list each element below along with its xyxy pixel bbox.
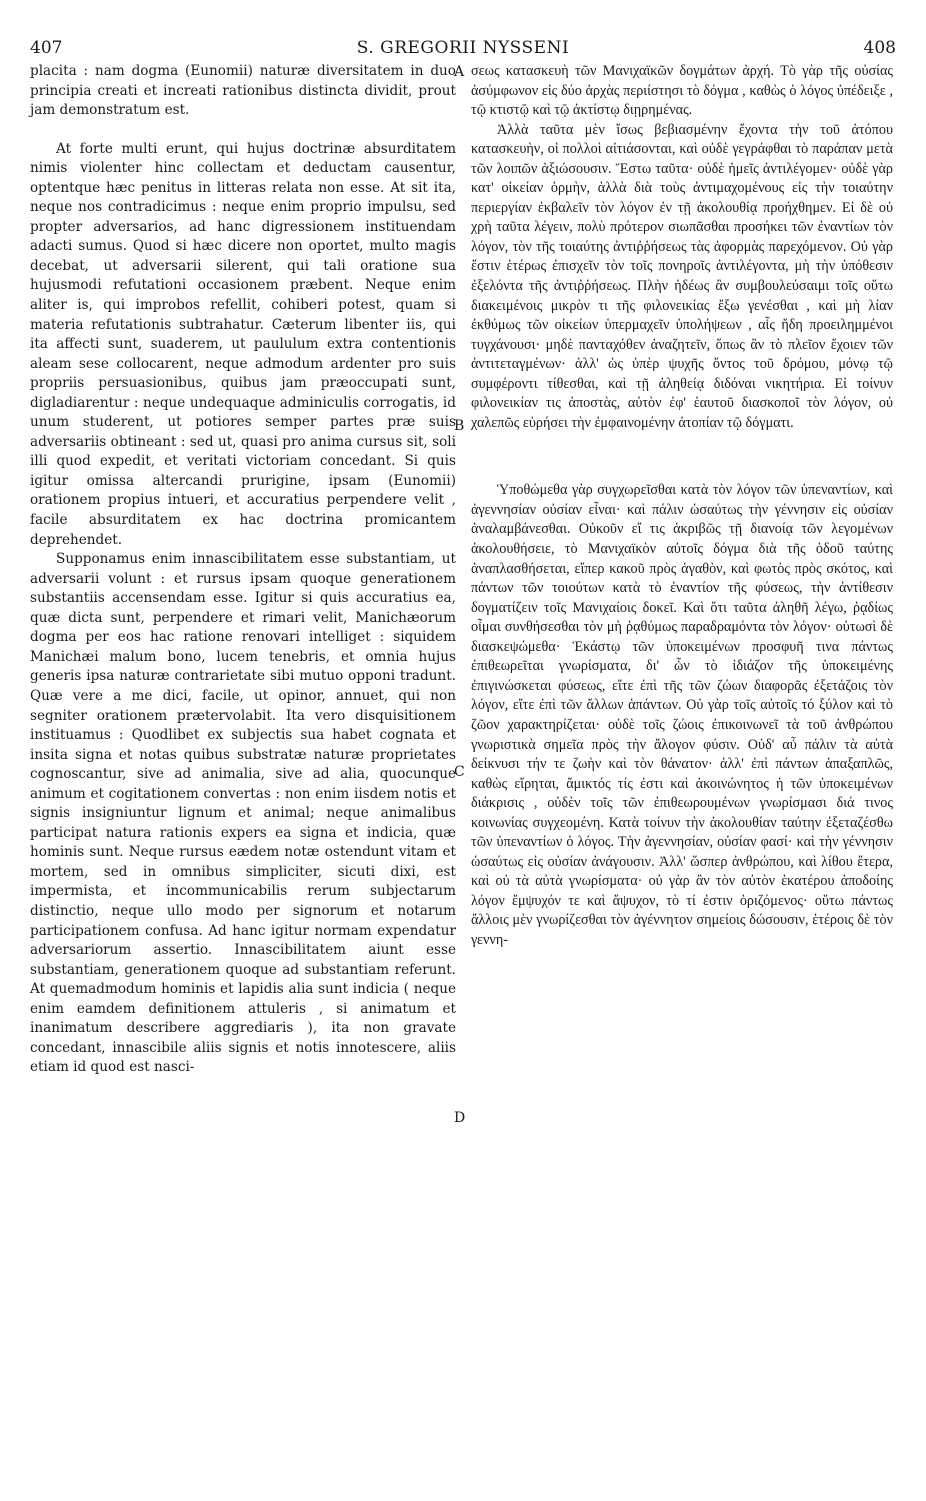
section-marker-c: C (454, 764, 465, 780)
greek-paragraph-1: σεως κατασκευὴ τῶν Μανιχαϊκῶν δογμάτων ἀρχή. Τὸ γὰρ τῆς οὐσίας ἀσύμφωνον εἰς δύο ἀρχὰς περιίστησι τὸ δόγμα , καθὼς ὁ λόγος ὑπέδειξε , τῷ κτιστῷ καὶ τῷ ἀκτίστῳ διῃρημένας. (471, 63, 893, 119)
greek-paragraph-2: Ἀλλὰ ταῦτα μὲν ἴσως βεβιασμένην ἔχοντα τὴν τοῦ ἀτόπου κατασκευὴν, οἱ πολλοὶ αἰτιάσονται, καὶ οὐδὲ γεγράφθαι τὸ παράπαν μετὰ τῶν λοιπῶν ἀξιώσουσιν. Ἔστω ταῦτα· οὐδὲ ἡμεῖς ἀντιλέγομεν· οὐδὲ γὰρ κατ' οἰκείαν ὁρμὴν, ἀλλὰ διὰ τοὺς ἀντιμαχομένους εἰς τὴν τοιαύτην περιεργίαν ἐκβαλεῖν τὸν λόγον ἐν τῇ ἀκολουθίᾳ προήχθημεν. Εἰ δὲ οὐ χρὴ ταῦτα λέγειν, πολὺ πρότερον σιωπᾶσθαι προσήκει τῶν ἐναντίων τὸν λόγον, τὸν τῆς τοιαύτης ἀντιῤῥήσεως τὰς ἀφορμὰς παρεχόμενον. Οὐ γὰρ ἔστιν ἑτέρως ἐπισχεῖν τὸν τοῖς πονηροῖς ἀντιλέγοντα, μὴ τὴν ὑπόθεσιν ἐξελόντα τῆς ἀντιῤῥήσεως. Πλὴν ἡδέως ἂν συμβουλεύσαιμι τοῖς οὕτω διακειμένοις μικρὸν τι τῆς φιλονεικίας ἔξω γενέσθαι , καὶ μὴ λίαν ἐκθύμως τῶν οἰκείων ὑπερμαχεῖν ὑπολήψεων , αἷς ἤδη προειλημμένοι τυγχάνουσι· μηδὲ πανταχόθεν ἀναζητεῖν, ὅπως ἂν τὸ πλεῖον ἔχοιεν τῶν ἀντιτεταγμένων· ἀλλ' ὡς ὑπὲρ ψυχῆς ὄντος τοῦ δρόμου, μόνῳ τῷ συμφέροντι τίθεσθαι, καὶ τῇ ἀληθείᾳ διδόναι νικητήρια. Εἰ τοίνυν φιλονεικίαν τις ἀποστὰς, αὐτὸν ἐφ' ἑαυτοῦ διασκοποῖ τὸν λόγον, οὐ χαλεπῶς εὑρήσει τὴν ἐμφαινομένην ἀτοπίαν τῷ δόγματι. (471, 121, 893, 431)
latin-paragraph-1: placita : nam dogma (Eunomii) naturæ diversitatem in duo principia creati et increati rationibus distincta dividit, prout jam demonstratum est. (30, 63, 456, 119)
section-marker-a: A (454, 64, 465, 80)
latin-paragraph-3: Supponamus enim innascibilitatem esse substantiam, ut adversarii volunt : et rursus ipsam quoque generationem substantiis accensendam esse. Igitur si quis accuratius ea, quæ dicta sunt, perpendere et rimari velit, Manichæorum dogma per eos hac ratione renovari intelliget : siquidem Manichæi malum bono, lucem tenebris, et omnia hujus generis ipsa naturæ contrarietate sibi mutuo opponi tradunt. Quæ vere a me dici, facile, ut opinor, annuet, qui non segniter orationem prætervolabit. Ita vero disquisitionem instituamus : Quodlibet ex subjectis sua habet cognata et insita signa et notas quibus substratæ naturæ proprietates cognoscantur, sive ad animalia, sive ad alia, quocunque animum et cogitationem convertas : non enim iisdem notis et signis insigniuntur lignum et animal; neque animalibus participat natura rationis expers ea signa et indicia, quæ hominis sunt. Neque rursus eædem notæ ostendunt vitam et mortem, sed in omnibus simpliciter, sicuti dixi, est impermista, et incommunicabilis rerum subjectarum distinctio, neque ullo modo per signorum et notarum participationem confusa. Ad hanc igitur normam expendatur adversariorum assertio. Innascibilitatem aiunt esse substantiam, generationem quoque ad substantiam referunt. At quemadmodum hominis et lapidis alia sunt indicia ( neque enim eamdem definitionem attuleris , si animatum et inanimatum describere aggrediaris ), ita non gravate concedant, innascibile aliis signis et notis innotescere, aliis etiam id quod est nasci- (30, 551, 456, 1076)
section-marker-d: D (454, 1110, 466, 1126)
page-header (30, 38, 896, 62)
page-number-right: 408 (863, 38, 896, 58)
page-number-left: 407 (30, 38, 63, 58)
latin-paragraph-2: At forte multi erunt, qui hujus doctrinæ absurditatem nimis violenter hinc collectam et deductam causentur, optentque hæc penitus in litteras relata non esse. At sit ita, neque nos contradicimus : neque enim proprio impulsu, sed propter adversarios, ad hanc digressionem instituendam adacti sumus. Quod si hæc dicere non oportet, multo magis decebat, ut adversarii silerent, qui tali oratione sua hujusmodi refutationi occasionem præbent. Neque enim aliter is, qui improbos refellit, cohiberi potest, quam si materia refutationis subtrahatur. Cæterum libenter iis, qui ita affecti sunt, suaderem, ut paululum extra contentionis aleam sese collocarent, neque admodum ardenter pro suis propriis persuasionibus, quibus jam præoccupati sunt, digladiarentur : neque undequaque adminiculis corrogatis, id unum studerent, ut potiores semper partes præ suis adversariis obtineant : sed ut, quasi pro anima cursus sit, soli illi quod expedit, et veritati victoriam concedant. Si quis igitur omissa altercandi prurigine, ipsam (Eunomii) orationem propius intueri, et accuratius perpendere velit , facile absurditatem ex hac doctrina promicantem deprehendet. (30, 140, 456, 548)
greek-column (471, 62, 893, 951)
latin-column (30, 62, 456, 1078)
section-marker-b: B (454, 418, 465, 434)
running-title: S. GREGORII NYSSENI (356, 38, 570, 58)
greek-paragraph-3: Ὑποθώμεθα γὰρ συγχωρεῖσθαι κατὰ τὸν λόγον τῶν ὑπεναντίων, καὶ ἀγεννησίαν οὐσίαν εἶναι· καὶ πάλιν ὡσαύτως τὴν γέννησιν εἰς οὐσίαν ἀναλαμβάνεσθαι. Οὐκοῦν εἴ τις ἀκριβῶς τῇ διανοίᾳ τῶν λεγομένων ἀκολουθήσειε, τὸ Μανιχαϊκὸν αὐτοῖς δόγμα διὰ τῆς ὁδοῦ ταύτης ἀναπλασθήσεται, εἴπερ κακοῦ πρὸς ἀγαθὸν, καὶ φωτὸς πρὸς σκότος, καὶ πάντων τῶν τοιούτων κατὰ τὸ ἐναντίον τῆς φύσεως, τὴν ἀντίθεσιν δογματίζειν τοῖς Μανιχαίοις δοκεῖ. Καὶ ὅτι ταῦτα ἀληθῆ λέγω, ῥᾳδίως οἶμαι συνθήσεσθαι τὸν μὴ ῥᾳθύμως παραδραμόντα τὸν λόγον· οὑτωσὶ δὲ διασκεψώμεθα· Ἑκάστῳ τῶν ὑποκειμένων προσφυῆ τινα πάντως ἐπιθεωρεῖται γνωρίσματα, δι' ὧν τὸ ἰδιάζον τῆς ὑποκειμένης ἐπιγινώσκεται φύσεως, εἴτε ἐπὶ τῆς τῶν ζώων διαφορᾶς ἐξετάζοις τὸν λόγον, εἴτε ἐπὶ τῶν ἄλλων ἁπάντων. Οὐ γὰρ τοῖς αὐτοῖς τό ξύλον καὶ τὸ ζῶον χαρακτηρίζεται· οὐδὲ τοῖς ζώοις ἐπικοινωνεῖ τὰ τοῦ ἀνθρώπου γνωριστικὰ σημεῖα πρὸς τὴν ἄλογον φύσιν. Οὐδ' αὖ πάλιν τὰ αὐτὰ δείκνυσι τήν τε ζωὴν καὶ τὸν θάνατον· ἀλλ' ἐπὶ πάντων ἁπαξαπλῶς, καθὼς εἴρηται, ἄμικτός τίς ἐστι καὶ ἀκοινώνητος ἡ τῶν ὑποκειμένων διάκρισις , οὐδὲν τοῖς τῶν ἐπιθεωρουμένων γνωρίσμασι διά τινος κοινωνίας συγχεομένη. Κατὰ τοίνυν τὴν ἀκολουθίαν ταύτην ἐξεταζέσθω τῶν ὑπεναντίων ὁ λόγος. Τὴν ἀγεννησίαν, οὐσίαν φασί· καὶ τὴν γέννησιν ὡσαύτως εἰς οὐσίαν ἀνάγουσιν. Ἀλλ' ὥσπερ ἀνθρώπου, καὶ λίθου ἕτερα, καὶ οὐ τὰ αὐτὰ γνωρίσματα· οὐ γὰρ ἂν τὸν αὐτὸν ἑκατέρου ἀποδοίης λόγον ἔμψυχόν τε καὶ ἄψυχον, τὸ τί ἐστιν ὁριζόμενος· οὕτω πάντως ἄλλοις μὲν γνωρίζεσθαι τὸν ἀγέννητον σημείοις δώσουσιν, ἑτέροις δὲ τὸν γεννη- (471, 482, 893, 948)
